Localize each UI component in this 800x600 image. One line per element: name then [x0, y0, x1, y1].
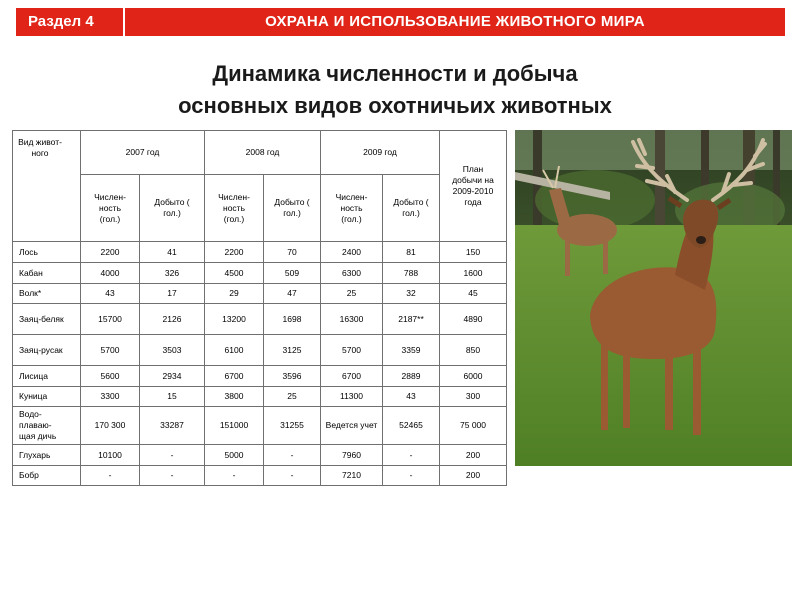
cell-c08: 2200 — [205, 242, 264, 263]
count-header-2009: Числен-ность (гол.) — [321, 175, 383, 242]
cell-c08: 6100 — [205, 335, 264, 366]
catch-header-2007: Добыто ( гол.) — [140, 175, 205, 242]
cell-h07: 15 — [140, 387, 205, 407]
cell-plan: 200 — [440, 466, 507, 486]
cell-c09: 16300 — [321, 304, 383, 335]
cell-c07: 3300 — [81, 387, 140, 407]
species-name-cell: Водо-плаваю-щая дичь — [13, 407, 81, 445]
cell-c08: 5000 — [205, 445, 264, 466]
cell-c08: 13200 — [205, 304, 264, 335]
table-row — [13, 407, 507, 445]
table-row — [13, 335, 507, 366]
page-title — [100, 58, 690, 122]
species-name-cell: Глухарь — [13, 445, 81, 466]
cell-c08: 29 — [205, 284, 264, 304]
cell-plan: 150 — [440, 242, 507, 263]
cell-c07: 43 — [81, 284, 140, 304]
cell-h07: 326 — [140, 263, 205, 284]
header-title: ОХРАНА И ИСПОЛЬЗОВАНИЕ ЖИВОТНОГО МИРА — [265, 13, 645, 30]
cell-h08: 47 — [264, 284, 321, 304]
cell-c09: 5700 — [321, 335, 383, 366]
count-header-2007: Числен-ность (гол.) — [81, 175, 140, 242]
cell-h09: 788 — [383, 263, 440, 284]
species-name-cell: Кабан — [13, 263, 81, 284]
cell-c09: 7210 — [321, 466, 383, 486]
cell-plan: 200 — [440, 445, 507, 466]
species-name-cell: Заяц-беляк — [13, 304, 81, 335]
cell-c08: 151000 — [205, 407, 264, 445]
cell-h08: 31255 — [264, 407, 321, 445]
table-body — [13, 242, 507, 486]
cell-h09: 81 — [383, 242, 440, 263]
cell-c07: 15700 — [81, 304, 140, 335]
catch-header-2008: Добыто ( гол.) — [264, 175, 321, 242]
cell-c07: 5600 — [81, 366, 140, 387]
cell-h07: 2934 — [140, 366, 205, 387]
cell-h09: 3359 — [383, 335, 440, 366]
table-row — [13, 366, 507, 387]
cell-c07: 5700 — [81, 335, 140, 366]
cell-h07: 2126 — [140, 304, 205, 335]
species-name-cell: Волк* — [13, 284, 81, 304]
table-row — [13, 304, 507, 335]
table-row — [13, 242, 507, 263]
species-name-cell: Куница — [13, 387, 81, 407]
cell-c07: 4000 — [81, 263, 140, 284]
cell-h09: - — [383, 445, 440, 466]
species-name-cell: Лисица — [13, 366, 81, 387]
cell-h08: 1698 — [264, 304, 321, 335]
cell-h08: 509 — [264, 263, 321, 284]
cell-h07: - — [140, 466, 205, 486]
cell-c07: - — [81, 466, 140, 486]
section-label: Раздел 4 — [28, 13, 94, 30]
cell-h08: 70 — [264, 242, 321, 263]
title-line-1: Динамика численности и добыча — [212, 61, 578, 86]
cell-h08: 25 — [264, 387, 321, 407]
catch-header-2009: Добыто ( гол.) — [383, 175, 440, 242]
cell-h07: 3503 — [140, 335, 205, 366]
cell-c09: 6700 — [321, 366, 383, 387]
cell-h09: 2889 — [383, 366, 440, 387]
species-name-cell: Лось — [13, 242, 81, 263]
table-row — [13, 284, 507, 304]
cell-c09: 7960 — [321, 445, 383, 466]
cell-h08: 3596 — [264, 366, 321, 387]
cell-c08: 4500 — [205, 263, 264, 284]
table-row — [13, 263, 507, 284]
cell-h08: 3125 — [264, 335, 321, 366]
cell-h07: 33287 — [140, 407, 205, 445]
cell-c07: 2200 — [81, 242, 140, 263]
cell-c09: 11300 — [321, 387, 383, 407]
header-bar — [16, 8, 785, 36]
year-2007-header: 2007 год — [81, 131, 205, 175]
cell-h08: - — [264, 466, 321, 486]
table-row — [13, 387, 507, 407]
year-2008-header: 2008 год — [205, 131, 321, 175]
cell-c08: - — [205, 466, 264, 486]
cell-h08: - — [264, 445, 321, 466]
cell-plan: 6000 — [440, 366, 507, 387]
species-name-cell: Заяц-русак — [13, 335, 81, 366]
cell-plan: 45 — [440, 284, 507, 304]
cell-plan: 850 — [440, 335, 507, 366]
year-2009-header: 2009 год — [321, 131, 440, 175]
cell-c07: 170 300 — [81, 407, 140, 445]
cell-plan: 300 — [440, 387, 507, 407]
cell-c09: 6300 — [321, 263, 383, 284]
cell-h09: - — [383, 466, 440, 486]
cell-c07: 10100 — [81, 445, 140, 466]
cell-h09: 52465 — [383, 407, 440, 445]
count-header-2008: Числен-ность (гол.) — [205, 175, 264, 242]
wildlife-table — [12, 130, 507, 486]
cell-h07: 17 — [140, 284, 205, 304]
title-line-2: основных видов охотничьих животных — [178, 93, 612, 118]
cell-c08: 6700 — [205, 366, 264, 387]
cell-plan: 4890 — [440, 304, 507, 335]
cell-h09: 43 — [383, 387, 440, 407]
red-deer-photo — [515, 130, 792, 466]
cell-h09: 2187** — [383, 304, 440, 335]
species-name-cell: Бобр — [13, 466, 81, 486]
cell-c09: 2400 — [321, 242, 383, 263]
cell-plan: 1600 — [440, 263, 507, 284]
plan-header: План добычи на 2009-2010 года — [440, 131, 507, 242]
cell-h07: 41 — [140, 242, 205, 263]
cell-c09: Ведется учет — [321, 407, 383, 445]
cell-c09: 25 — [321, 284, 383, 304]
cell-c08: 3800 — [205, 387, 264, 407]
table-row — [13, 445, 507, 466]
cell-h09: 32 — [383, 284, 440, 304]
cell-h07: - — [140, 445, 205, 466]
cell-plan: 75 000 — [440, 407, 507, 445]
species-header: Вид живот-ного — [13, 131, 81, 242]
table-row — [13, 466, 507, 486]
